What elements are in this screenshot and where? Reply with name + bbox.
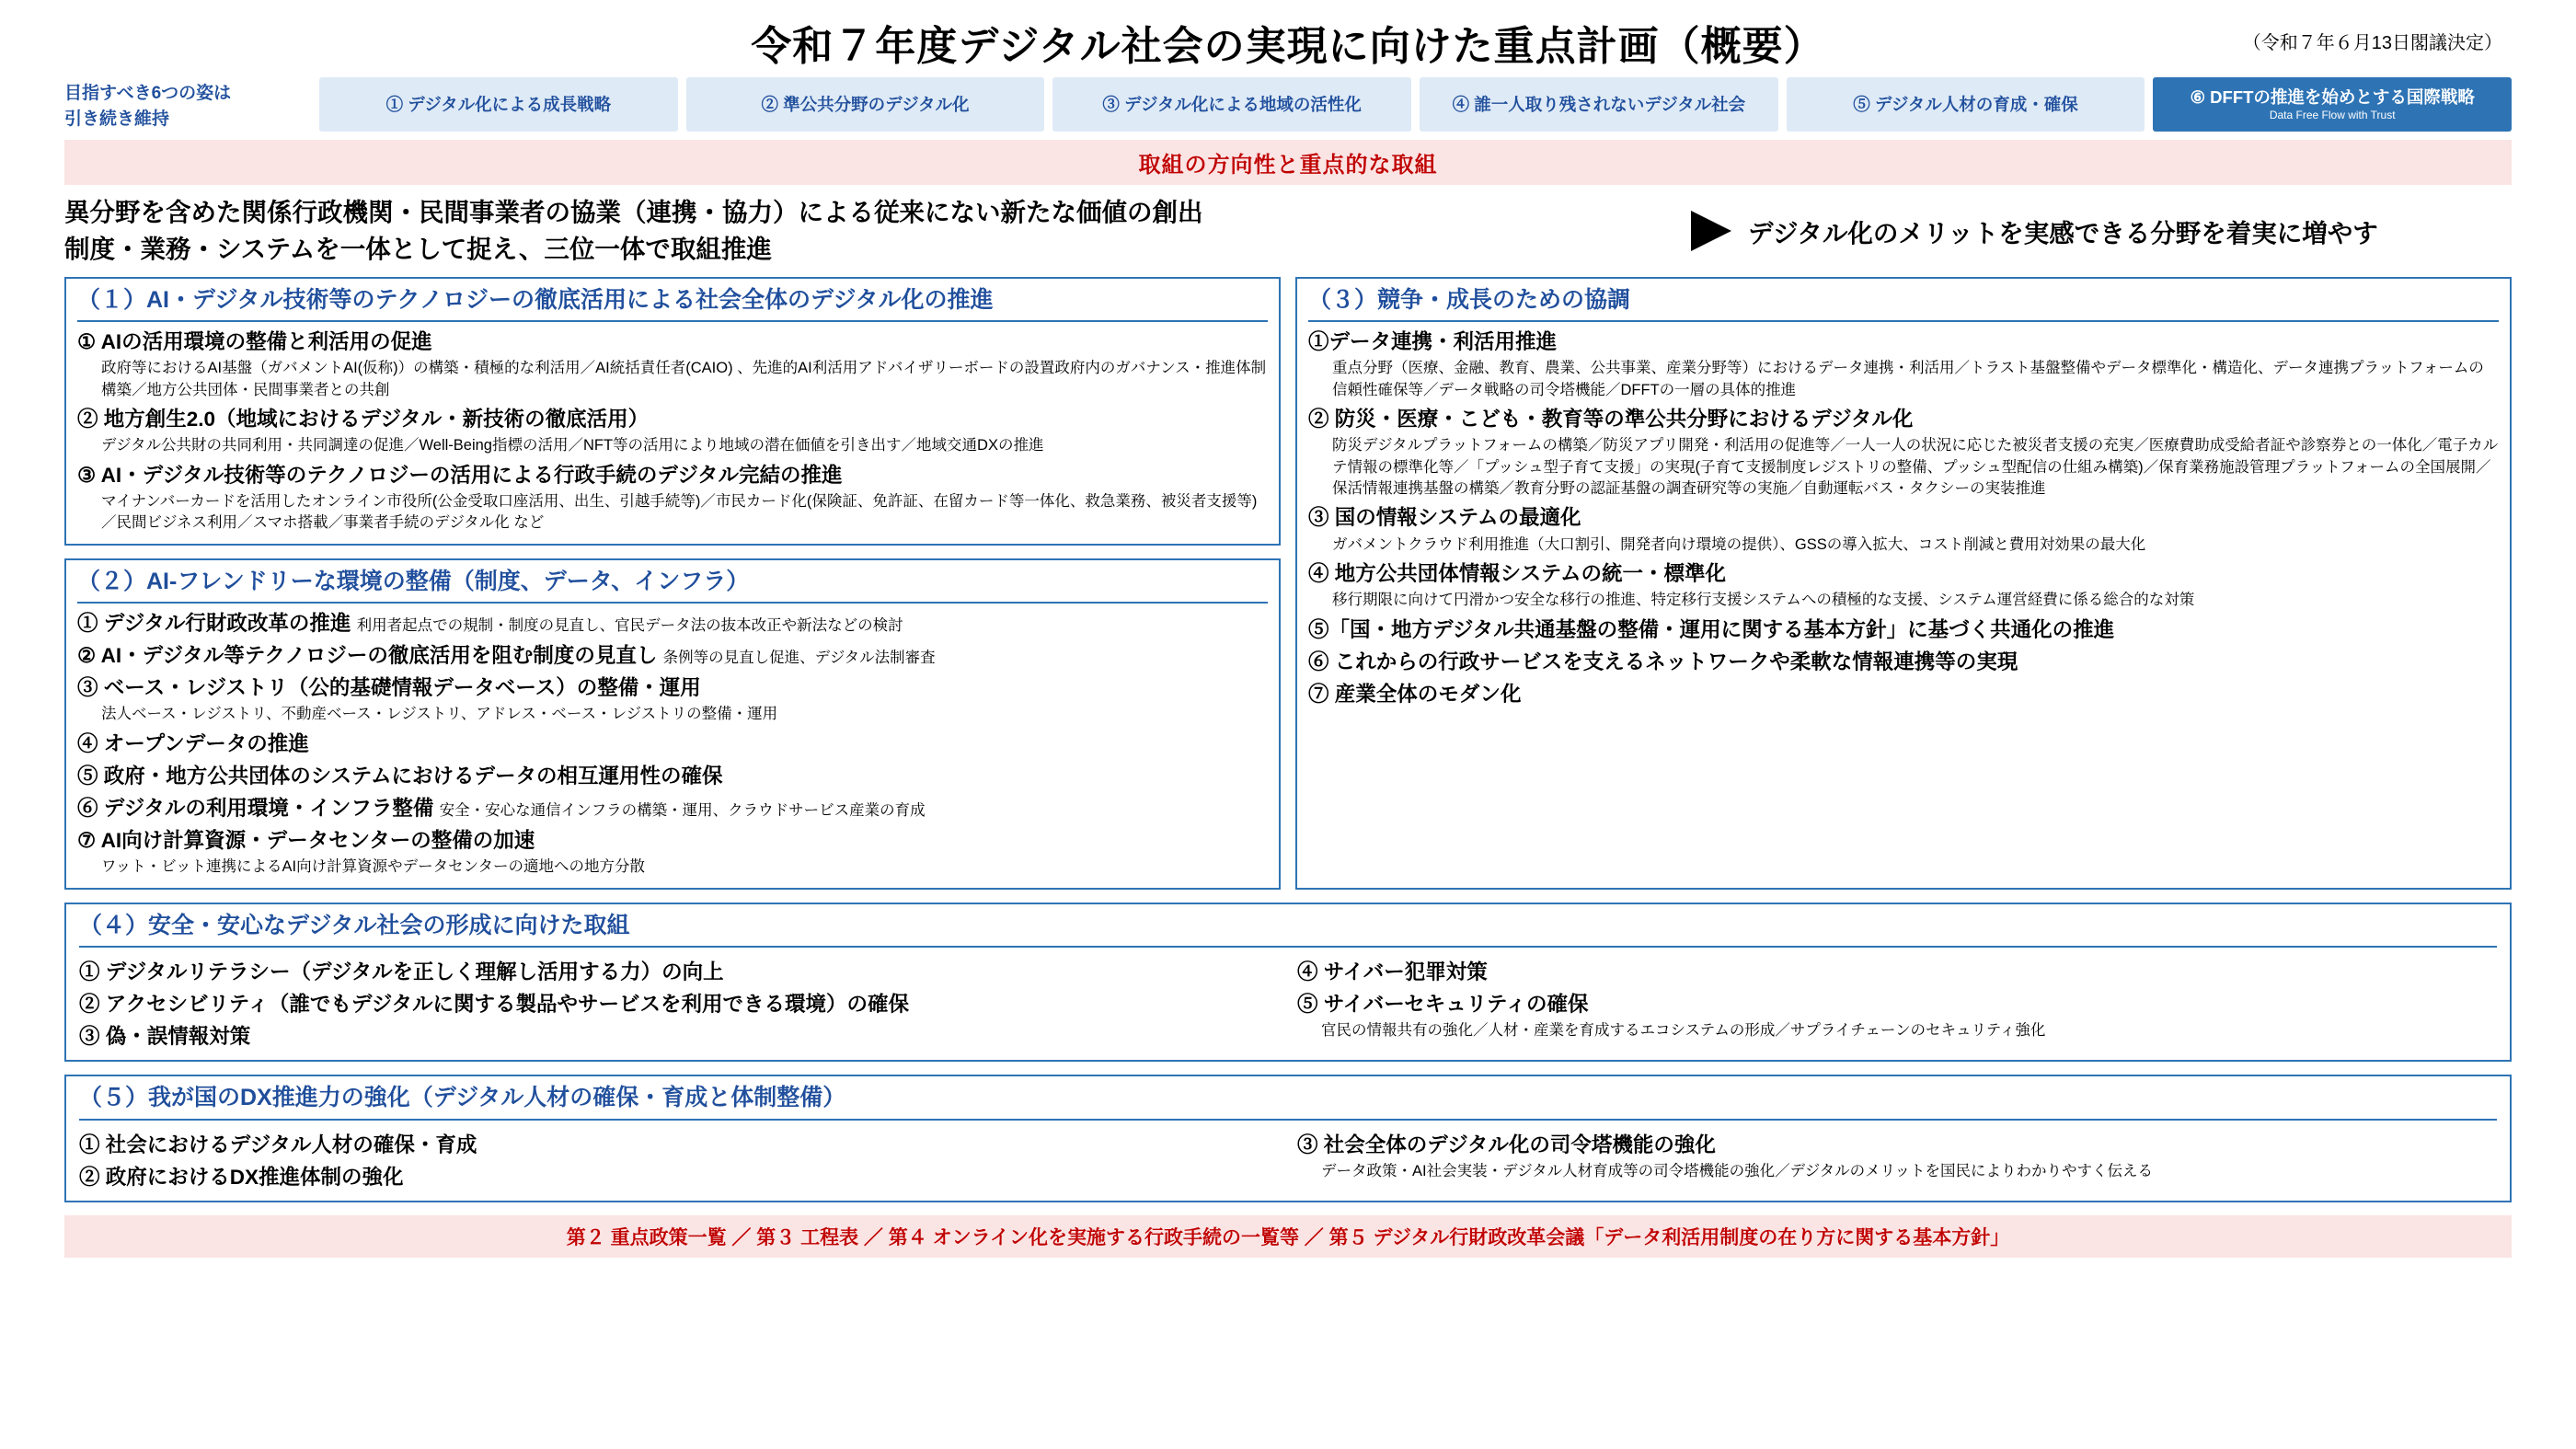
visions-bar xyxy=(64,77,2512,132)
box-5-item-1-heading: ① 社会におけるデジタル人材の確保・育成 xyxy=(79,1133,477,1156)
visions-label xyxy=(64,77,311,132)
vision-chip-6[interactable] xyxy=(2153,77,2512,132)
box-3-item-3-desc: ガバメントクラウド利用推進（大口割引、開発者向け環境の提供）、GSSの導入拡大、コスト削減と費用対効果の最大化 xyxy=(1332,535,2146,553)
box-2-item-2-heading: ② AI・デジタル等テクノロジーの徹底活用を阻む制度の見直し xyxy=(77,644,658,668)
box-2-item-5-heading: ⑤ 政府・地方公共団体のシステムにおけるデータの相互運用性の確保 xyxy=(77,764,723,788)
box-5-right xyxy=(1297,1127,2497,1191)
main-columns xyxy=(64,277,2512,890)
box-4-columns xyxy=(79,954,2497,1051)
vision-chip-2[interactable] xyxy=(686,77,1045,132)
vision-chip-1[interactable] xyxy=(319,77,678,132)
intro-left xyxy=(64,194,1674,268)
box-3-item-5-heading: ⑤「国・地方デジタル共通基盤の整備・運用に関する基本方針」に基づく共通化の推進 xyxy=(1308,617,2115,641)
box-2-item-6-note: 安全・安心な通信インフラの構築・運用、クラウドサービス産業の育成 xyxy=(439,802,926,819)
box-4-item-5-desc: 官民の情報共有の強化／人材・産業を育成するエコシステムの形成／サプライチェーンのセキュリティ強化 xyxy=(1321,1022,2046,1040)
vision-chip-5[interactable] xyxy=(1787,77,2145,132)
title-row xyxy=(64,0,2512,72)
visions-label-line1: 目指すべき6つの姿は xyxy=(64,84,232,103)
box-1-item-3-desc: マイナンバーカードを活用したオンライン市役所(公金受取口座活用、出生、引越手続等)／市民カード化(保険証、免許証、在留カード等一体化、救急業務、被災者支援等)／民間ビジネス利用／スマホ搭載／事業者手続のデジタル化 など xyxy=(101,492,1258,532)
box-1-title: （１）AI・デジタル技術等のテクノロジーの徹底活用による社会全体のデジタル化の推進 xyxy=(77,286,1268,322)
box-3-item-4-heading: ④ 地方公共団体情報システムの統一・標準化 xyxy=(1308,562,1727,586)
box-2-item-3-heading: ③ ベース・レジストリ（公的基礎情報データベース）の整備・運用 xyxy=(77,676,701,700)
intro-right: デジタル化のメリットを実感できる分野を着実に増やす xyxy=(1748,218,2378,247)
box-4-right xyxy=(1297,954,2497,1051)
box-1 xyxy=(64,277,1281,546)
box-3-item-2-heading: ② 防災・医療・こども・教育等の準公共分野におけるデジタル化 xyxy=(1308,408,1914,431)
vision-chip-3[interactable] xyxy=(1052,77,1411,132)
intro-left-line1: 異分野を含めた関係行政機関・民間事業者の協業（連携・協力）による従来にない新たな価値の創出 xyxy=(64,198,1203,227)
box-1-item-3-heading: ③ AI・デジタル技術等のテクノロジーの活用による行政手続のデジタル完結の推進 xyxy=(77,463,843,487)
vision-chip-6-label: ⑥ DFFTの推進を始めとする国際戦略 xyxy=(2190,86,2475,107)
box-2-item-2-note: 条例等の見直し促進、デジタル法制審査 xyxy=(662,650,936,667)
box-5-item-3-heading: ③ 社会全体のデジタル化の司令塔機能の強化 xyxy=(1297,1133,1716,1156)
box-1-item-2-heading: ② 地方創生2.0（地域におけるデジタル・新技術の徹底活用） xyxy=(77,408,650,431)
box-4-item-3-heading: ③ 偽・誤情報対策 xyxy=(79,1025,251,1049)
decision-date: （令和７年６月13日閣議決定） xyxy=(2242,33,2502,53)
box-5-columns xyxy=(79,1127,2497,1191)
box-4-left xyxy=(79,954,1279,1051)
box-4-item-2-heading: ② アクセシビリティ（誰でもデジタルに関する製品やサービスを利用できる環境）の確保 xyxy=(79,993,909,1017)
box-4-item-1-heading: ① デジタルリテラシー（デジタルを正しく理解し活用する力）の向上 xyxy=(79,960,724,983)
box-3-item-6-heading: ⑥ これからの行政サービスを支えるネットワークや柔軟な情報連携等の実現 xyxy=(1308,650,2018,673)
box-2-item-7-heading: ⑦ AI向け計算資源・データセンターの整備の加速 xyxy=(77,829,535,853)
box-2-item-3 xyxy=(77,674,1268,702)
box-2-item-7-desc: ワット・ビット連携によるAI向け計算資源やデータセンターの適地への地方分散 xyxy=(101,858,645,876)
page-title: 令和７年度デジタル社会の実現に向けた重点計画（概要） xyxy=(751,24,1825,69)
box-1-item-1-desc: 政府等におけるAI基盤（ガバメントAI(仮称)）の構築・積極的な利活用／AI統括責任者(CAIO) 、先進的AI利活用アドバイザリーボードの設置政府内のガバナンス・推進体制構築／地方公共団体・民間事業者との共創 xyxy=(101,360,1267,398)
vision-chip-4-label: ④ 誰一人取り残されないデジタル社会 xyxy=(1452,94,1746,114)
box-4-title: （４）安全・安心なデジタル社会の形成に向けた取組 xyxy=(79,912,2497,948)
box-3-item-1-desc: 重点分野（医療、金融、教育、農業、公共事業、産業分野等）におけるデータ連携・利活用／トラスト基盤整備やデータ標準化・構造化、データ連携プラットフォームの信頼性確保等／データ戦略の司令塔機能／DFFTの一層の具体的推進 xyxy=(1332,360,2484,398)
box-3-item-2-desc: 防災デジタルプラットフォームの構築／防災アプリ開発・利活用の促進等／一人一人の状況に応じた被災者支援の充実／医療費助成受給者証や診察券との一体化／電子カルテ情報の標準化等／「プッシュ型子育て支援」の実現(子育て支援制度レジストリの整備、プッシュ型配信の仕組み構築)／保育業務施設管理プラットフォームの全国展開／保活情報連携基盤の構築／教育分野の認証基盤の調査研究等の実施／自動運転バス・タクシーの実装推進 xyxy=(1332,437,2499,498)
vision-chip-5-label: ⑤ デジタル人材の育成・確保 xyxy=(1853,94,2078,114)
box-3 xyxy=(1295,277,2512,890)
intro-row xyxy=(64,194,2512,268)
vision-chip-6-sub: Data Free Flow with Trust xyxy=(2269,109,2396,122)
box-4 xyxy=(64,903,2512,1063)
box-5-left xyxy=(79,1127,1279,1191)
box-2-item-1 xyxy=(77,610,1268,638)
box-2 xyxy=(64,558,1281,890)
box-1-item-1-heading: ① AIの活用環境の整備と利活用の促進 xyxy=(77,330,432,354)
box-4-item-4-heading: ④ サイバー犯罪対策 xyxy=(1297,960,1488,983)
box-5-item-3-desc: データ政策・AI社会実装・デジタル人材育成等の司令塔機能の強化／デジタルのメリットを国民によりわかりやすく伝える xyxy=(1321,1162,2153,1179)
box-2-item-6 xyxy=(77,795,1268,822)
box-3-item-1-heading: ①データ連携・利活用推進 xyxy=(1308,330,1558,354)
box-3-item-3-heading: ③ 国の情報システムの最適化 xyxy=(1308,506,1581,530)
right-column xyxy=(1295,277,2512,890)
box-5 xyxy=(64,1075,2512,1202)
box-5-title: （５）我が国のDX推進力の強化（デジタル人材の確保・育成と体制整備） xyxy=(79,1084,2497,1120)
vision-chip-4[interactable] xyxy=(1420,77,1778,132)
section-band: 取組の方向性と重点的な取組 xyxy=(64,140,2512,185)
box-4-item-5-heading: ⑤ サイバーセキュリティの確保 xyxy=(1297,993,1589,1017)
box-2-item-1-heading: ① デジタル行財政改革の推進 xyxy=(77,611,351,635)
box-2-title: （２）AI-フレンドリーな環境の整備（制度、データ、インフラ） xyxy=(77,568,1268,604)
vision-chip-1-label: ① デジタル化による成長戦略 xyxy=(385,94,612,114)
box-2-item-4-heading: ④ オープンデータの推進 xyxy=(77,731,309,755)
box-2-item-2 xyxy=(77,642,1268,670)
box-3-title: （３）競争・成長のための協調 xyxy=(1308,286,2499,322)
arrow-icon xyxy=(1674,211,1748,251)
box-5-item-2-heading: ② 政府におけるDX推進体制の強化 xyxy=(79,1165,404,1189)
left-column xyxy=(64,277,1281,890)
box-2-item-1-note: 利用者起点での規制・制度の見直し、官民データ法の抜本改正や新法などの検討 xyxy=(356,616,903,634)
box-2-item-6-heading: ⑥ デジタルの利用環境・インフラ整備 xyxy=(77,797,434,820)
visions-label-line2: 引き続き維持 xyxy=(64,109,170,129)
box-3-item-4-desc: 移行期限に向けて円滑かつ安全な移行の推進、特定移行支援システムへの積極的な支援、システム運営経費に係る総合的な対策 xyxy=(1332,592,2195,609)
intro-left-line2: 制度・業務・システムを一体として捉え、三位一体で取組推進 xyxy=(64,234,772,263)
box-3-item-7-heading: ⑦ 産業全体のモダン化 xyxy=(1308,682,1522,706)
box-1-item-2-desc: デジタル公共財の共同利用・共同調達の促進／Well-Being指標の活用／NFT等の活用により地域の潜在価値を引き出す／地域交通DXの推進 xyxy=(101,437,1044,454)
box-2-item-3-desc: 法人ベース・レジストリ、不動産ベース・レジストリ、アドレス・ベース・レジストリの整備・運用 xyxy=(101,706,778,723)
vision-chip-2-label: ② 準公共分野のデジタル化 xyxy=(761,94,970,114)
footer-band: 第２ 重点政策一覧 ／ 第３ 工程表 ／ 第４ オンライン化を実施する行政手続の一覧等 ／ 第５ デジタル行財政改革会議「データ利活用制度の在り方に関する基本方針」 xyxy=(64,1215,2512,1258)
vision-chip-3-label: ③ デジタル化による地域の活性化 xyxy=(1102,94,1362,114)
